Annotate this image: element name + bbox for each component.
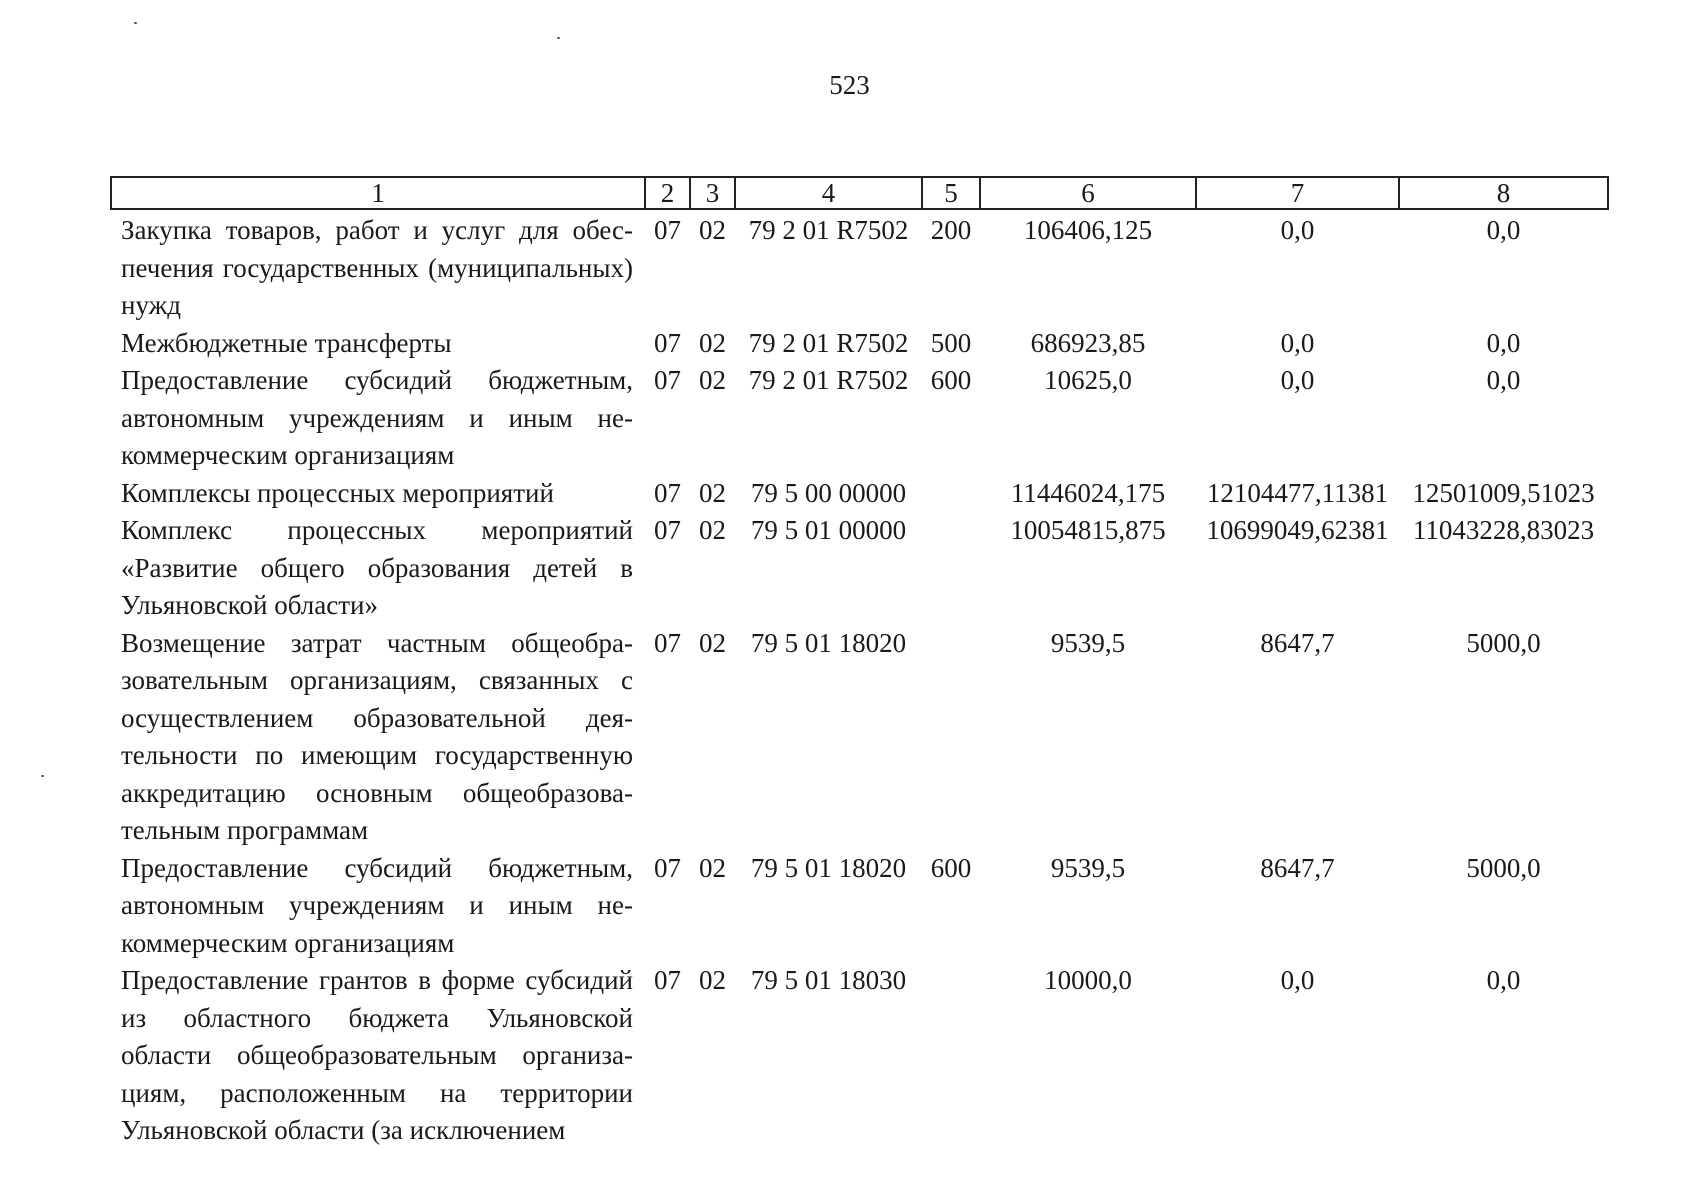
amount-col-8: 11043228,83023 [1412,515,1595,545]
amount-col-8: 0,0 [1486,365,1521,395]
expense-name: Межбюджетные трансферты [121,327,452,358]
amount-col-7: 0,0 [1280,965,1315,995]
table-row [111,325,1608,363]
section-code: 07 [654,515,681,545]
amount-col-7: 10699049,62381 [1206,515,1389,545]
amount-col-6: 11446024,175 [1010,477,1166,508]
subsection-code: 02 [699,215,726,245]
section-code: 07 [654,627,681,658]
subsection-code: 02 [699,327,726,358]
page-number: 523 [829,70,870,100]
target-article-code: 79 2 01 R7502 [748,215,909,245]
table-row [111,362,1608,475]
amount-col-8: 0,0 [1486,327,1521,358]
amount-col-8: 5000,0 [1466,627,1541,658]
amount-col-7: 12104477,11381 [1206,477,1389,508]
expense-type-code [922,625,980,850]
column-header: 7 [1196,177,1399,209]
expense-name: Предоставление грантов в форме субсидий из областного бюджета Ульяновской области общеобразовательным организациям, расположенным на территории Ульяновской области (за исключением [121,965,633,1145]
amount-col-6: 9539,5 [1050,627,1126,658]
table-row [111,512,1608,625]
expense-name: Возмещение затрат частным общеобразовательным организациям, связанных с осуществлением образовательной деятельности по имеющим государственную аккредитацию основным общеобразовательным программам [121,627,633,845]
subsection-code: 02 [699,515,726,545]
subsection-code: 02 [699,627,726,658]
column-header: 6 [980,177,1196,209]
expense-name: Закупка товаров, работ и услуг для обеспечения государственных (муниципальных) нужд [121,215,633,320]
section-code: 07 [654,477,681,508]
table-row [111,962,1608,1150]
section-code: 07 [654,852,681,883]
target-article-code: 79 5 01 18020 [750,852,907,883]
column-header: 8 [1399,177,1608,209]
amount-col-6: 106406,125 [1023,215,1153,245]
column-header: 4 [735,177,922,209]
amount-col-8: 12501009,51023 [1412,477,1595,508]
section-code: 07 [654,965,681,995]
scan-speck [41,775,44,777]
table-row [111,850,1608,963]
amount-col-7: 8647,7 [1260,627,1335,658]
scan-speck [557,37,560,39]
target-article-code: 79 5 01 18020 [750,627,907,658]
amount-col-8: 5000,0 [1466,852,1541,883]
amount-col-6: 686923,85 [1030,327,1146,358]
column-header: 1 [111,177,645,209]
table-row [111,625,1608,850]
amount-col-7: 0,0 [1280,365,1315,395]
expense-type-code: 600 [930,852,972,883]
scan-speck [134,22,137,24]
table-row [111,209,1608,325]
expense-type-code [922,512,980,625]
expense-type-code: 500 [930,327,972,358]
expense-type-code: 600 [930,365,972,395]
section-code: 07 [654,327,681,358]
expense-type-code: 200 [930,215,972,245]
amount-col-7: 8647,7 [1260,852,1335,883]
subsection-code: 02 [699,852,726,883]
expense-type-code [922,962,980,1150]
amount-col-6: 10625,0 [1044,365,1132,395]
subsection-code: 02 [699,365,726,395]
subsection-code: 02 [699,477,726,508]
budget-table [110,176,1609,1150]
target-article-code: 79 2 01 R7502 [748,365,909,395]
column-header: 2 [645,177,690,209]
table-row [111,475,1608,513]
expense-name: Предоставление субсидий бюджетным, автономным учреждениям и иным некоммерческим организациям [121,852,633,958]
expense-name: Комплексы процессных мероприятий [121,477,554,508]
section-code: 07 [654,365,681,395]
target-article-code: 79 5 01 00000 [750,515,907,545]
amount-col-7: 0,0 [1280,327,1315,358]
amount-col-6: 10000,0 [1044,965,1132,995]
table-header-row [111,177,1608,209]
amount-col-8: 0,0 [1486,965,1521,995]
expense-type-code [922,475,980,513]
column-header: 5 [922,177,980,209]
expense-name: Предоставление субсидий бюджетным, автономным учреждениям и иным некоммерческим организациям [121,365,633,470]
target-article-code: 79 5 00 00000 [750,477,907,508]
amount-col-8: 0,0 [1486,215,1521,245]
expense-name: Комплекс процессных мероприятий «Развитие общего образования детей в Ульяновской области» [121,515,633,620]
target-article-code: 79 2 01 R7502 [748,327,909,358]
subsection-code: 02 [699,965,726,995]
target-article-code: 79 5 01 18030 [750,965,907,995]
amount-col-6: 9539,5 [1050,852,1126,883]
column-header: 3 [690,177,735,209]
amount-col-6: 10054815,875 [1010,515,1166,545]
amount-col-7: 0,0 [1280,215,1315,245]
section-code: 07 [654,215,681,245]
